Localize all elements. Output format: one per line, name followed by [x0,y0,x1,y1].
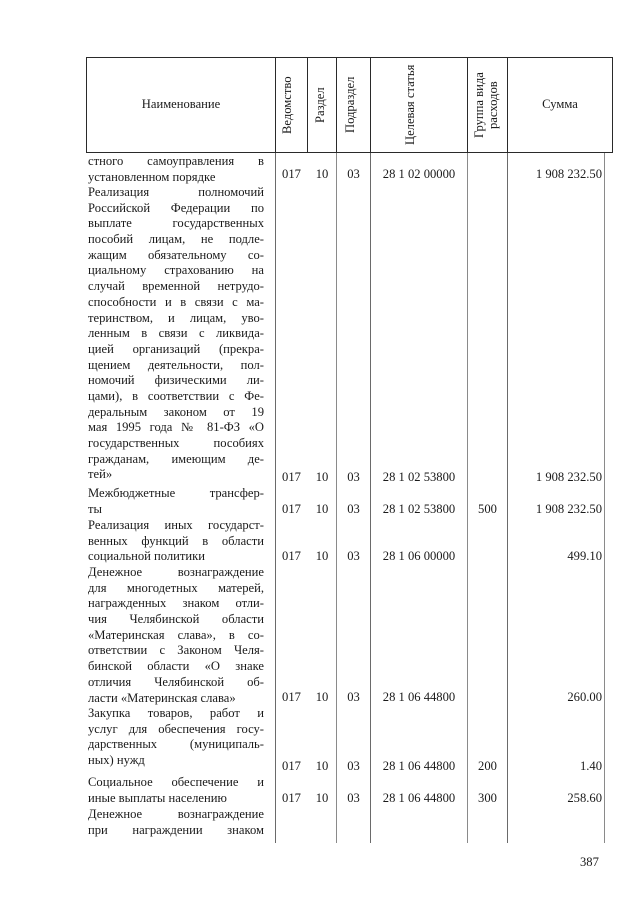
row-1-podrazdel: 03 [347,470,360,484]
row-3-name-line: социальной политики [88,549,206,564]
row-4-razdel: 10 [315,690,329,704]
row-4-name-line: для многодетных матерей, [88,580,264,595]
row-4-name-line: чия Челябинской области [88,612,264,627]
body-col-rule-6 [507,153,508,843]
row-3-name [88,518,264,565]
row-5-summa: 1.40 [579,759,602,773]
row-6-cs: 28 1 06 44800 [382,791,456,805]
header-podrazdel: Подраздел [343,76,357,134]
row-1-name-line: Российской Федерации по [88,200,264,215]
col-rule-7 [612,57,613,153]
row-2-name-line: Межбюджетные трансфер- [88,486,264,500]
row-6-podrazdel: 03 [347,791,360,805]
row-6-gvr: 300 [478,791,497,805]
row-2-name-line: ты [88,501,102,516]
row-6-razdel: 10 [315,791,329,805]
row-1-cs: 28 1 02 53800 [382,470,456,484]
row-1-name-line: щением деятельности, пол- [88,357,264,372]
header-bottom-rule [86,152,613,153]
row-3-cs: 28 1 06 00000 [382,549,456,563]
row-1-name-line: цами), в соответствии с Фе- [88,388,264,403]
row-5-gvr: 200 [478,759,497,773]
row-4-summa: 260.00 [567,690,602,704]
row-6-name-line: иные выплаты населению [88,790,227,805]
row-1-name-line: мая 1995 года № 81-ФЗ «О [88,420,264,435]
row-5-name [88,706,264,769]
row-5-podrazdel: 03 [347,759,360,773]
row-4-ved: 017 [282,690,301,704]
row-1-summa: 1 908 232.50 [535,470,602,484]
row-1-name-line: деральным законом от 19 [88,404,264,419]
row-3-podrazdel: 03 [347,549,360,563]
row-4-name-line: ответствии с Законом Челя- [88,643,264,658]
row-1-name-line: номочий физическими ли- [88,373,264,388]
row-1-name-line: тей» [88,467,113,482]
row-2-cs: 28 1 02 53800 [382,502,456,516]
header-celevaya: Целевая статья [403,64,417,146]
row-2-gvr: 500 [478,502,497,516]
row-0-cs: 28 1 02 00000 [382,167,456,181]
row-4-name-line: бинской области «О знаке [88,659,264,674]
row-0-ved: 017 [282,167,301,181]
col-rule-1 [275,57,276,153]
row-4-name-line: награжденных знаком отли- [88,596,264,611]
row-1-name-line: Реализация полномочий [88,185,264,199]
row-1-name-line: гражданам, имеющим де- [88,451,264,466]
header-gruppa: Группа вида расходов [472,72,500,138]
row-0-name-line: установленном порядке [88,169,216,184]
row-3-summa: 499.10 [567,549,602,563]
row-3-name-line: Реализация иных государст- [88,518,264,532]
row-1-name-line: государственных пособиях [88,436,264,450]
row-4-podrazdel: 03 [347,690,360,704]
table-top-rule [86,57,613,58]
row-5-ved: 017 [282,759,301,773]
row-1-name-line: выплате государственных [88,216,264,231]
body-col-rule-1 [275,153,276,843]
row-4-name-line: отличия Челябинской об- [88,674,264,689]
col-rule-2 [307,57,308,153]
row-1-name-line: цией организаций (прекра- [88,341,264,356]
page-number: 387 [580,855,599,869]
body-col-rule-7 [604,153,605,843]
row-1-name [88,185,264,483]
header-vedomstvo: Ведомство [280,76,294,134]
row-6-summa: 258.60 [567,791,602,805]
row-0-razdel: 10 [315,167,329,181]
row-3-ved: 017 [282,549,301,563]
header-razdel: Раздел [313,87,327,123]
row-3-name-line: венных функций в области [88,533,264,548]
row-2-name [88,486,264,517]
row-1-name-line: теринством, и лицам, уво- [88,310,264,325]
row-6-name-line: Социальное обеспечение и [88,775,264,789]
row-1-name-line: жащим обязательному со- [88,247,264,262]
row-7-name-line: при награждении знаком [88,822,264,837]
row-4-name-line: ласти «Материнская слава» [88,690,236,705]
row-5-name-line: ных) нужд [88,753,145,768]
row-2-podrazdel: 03 [347,502,360,516]
row-4-name [88,565,264,706]
row-1-razdel: 10 [315,470,329,484]
col-rule-0 [86,57,87,153]
col-rule-5 [467,57,468,153]
row-1-name-line: циальному страхованию на [88,263,264,278]
row-4-name-line: Денежное вознаграждение [88,565,264,579]
header-name: Наименование [141,97,221,111]
row-0-podrazdel: 03 [347,167,360,181]
row-0-name-line: стного самоуправления в [88,154,264,168]
col-rule-3 [336,57,337,153]
row-4-name-line: «Материнская слава», в со- [88,627,264,642]
row-6-ved: 017 [282,791,301,805]
row-5-razdel: 10 [315,759,329,773]
row-3-razdel: 10 [315,549,329,563]
body-col-rule-4 [370,153,371,843]
row-0-summa: 1 908 232.50 [535,167,602,181]
body-col-rule-5 [467,153,468,843]
body-col-rule-3 [336,153,337,843]
row-5-name-line: услуг для обеспечения госу- [88,721,264,736]
row-5-cs: 28 1 06 44800 [382,759,456,773]
row-7-name-line: Денежное вознаграждение [88,807,264,821]
row-1-name-line: способности и в связи с ма- [88,294,264,309]
row-2-summa: 1 908 232.50 [535,502,602,516]
header-summa: Сумма [542,97,578,111]
row-2-razdel: 10 [315,502,329,516]
row-2-ved: 017 [282,502,301,516]
row-1-ved: 017 [282,470,301,484]
row-5-name-line: Закупка товаров, работ и [88,706,264,720]
col-rule-4 [370,57,371,153]
row-1-name-line: случай временной нетрудо- [88,279,264,294]
row-5-name-line: дарственных (муниципаль- [88,737,264,752]
row-4-cs: 28 1 06 44800 [382,690,456,704]
row-0-name [88,154,264,185]
row-1-name-line: пособий лицам, не подле- [88,232,264,247]
row-1-name-line: ленным в связи с ликвида- [88,326,264,341]
row-7-name [88,807,264,838]
row-6-name [88,775,264,806]
